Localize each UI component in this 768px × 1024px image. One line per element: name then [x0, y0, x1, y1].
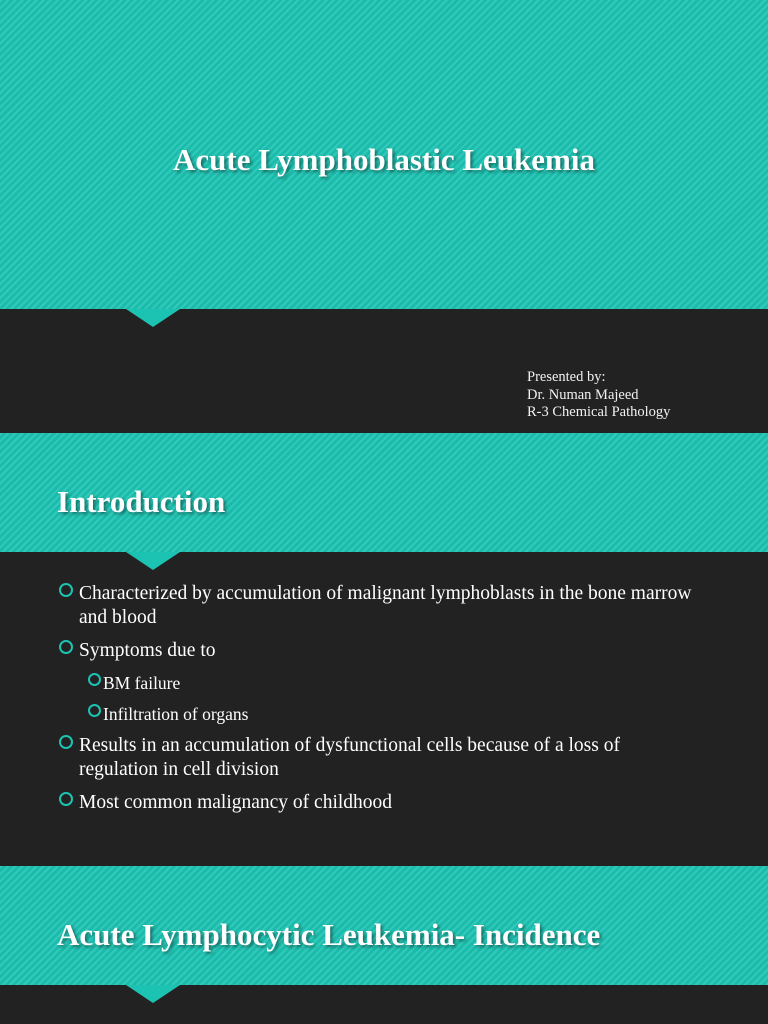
- circle-outline-icon: [59, 735, 73, 749]
- presenter-label: Presented by:: [527, 369, 606, 385]
- slide3-title: Acute Lymphocytic Leukemia- Incidence: [57, 917, 601, 952]
- sub-bullet-text: Infiltration of organs: [103, 704, 249, 724]
- bullet-text: Results in an accumulation of dysfunctional cells because of a loss of regulation in cell division: [79, 735, 620, 780]
- circle-outline-icon: [88, 673, 101, 686]
- presenter-role: R-3 Chemical Pathology: [527, 404, 671, 420]
- sub-bullet-text: BM failure: [103, 673, 181, 693]
- sub-bullet-item: [87, 703, 698, 725]
- bullet-item: [58, 582, 698, 630]
- bullet-text: Most common malignancy of childhood: [79, 792, 393, 813]
- bullet-text: Symptoms due to: [79, 640, 216, 661]
- slide1-title: Acute Lymphoblastic Leukemia: [173, 142, 595, 177]
- circle-outline-icon: [59, 792, 73, 806]
- bullet-text: Characterized by accumulation of malignant lymphoblasts in the bone marrow and blood: [79, 583, 692, 628]
- bullet-item: [58, 639, 698, 663]
- presenter-name: Dr. Numan Majeed: [527, 386, 639, 403]
- bullet-list: [58, 582, 698, 824]
- slide2-notch: [126, 552, 180, 570]
- bullet-item: [58, 791, 698, 815]
- sub-bullet-item: [87, 672, 698, 694]
- slide3-body: [0, 985, 768, 1024]
- presenter-info: [527, 369, 670, 422]
- slide2-title: Introduction: [57, 484, 226, 519]
- circle-outline-icon: [88, 704, 101, 717]
- bullet-item: [58, 734, 698, 782]
- circle-outline-icon: [59, 583, 73, 597]
- slide1-notch: [126, 309, 180, 327]
- circle-outline-icon: [59, 640, 73, 654]
- slide3-notch: [126, 985, 180, 1003]
